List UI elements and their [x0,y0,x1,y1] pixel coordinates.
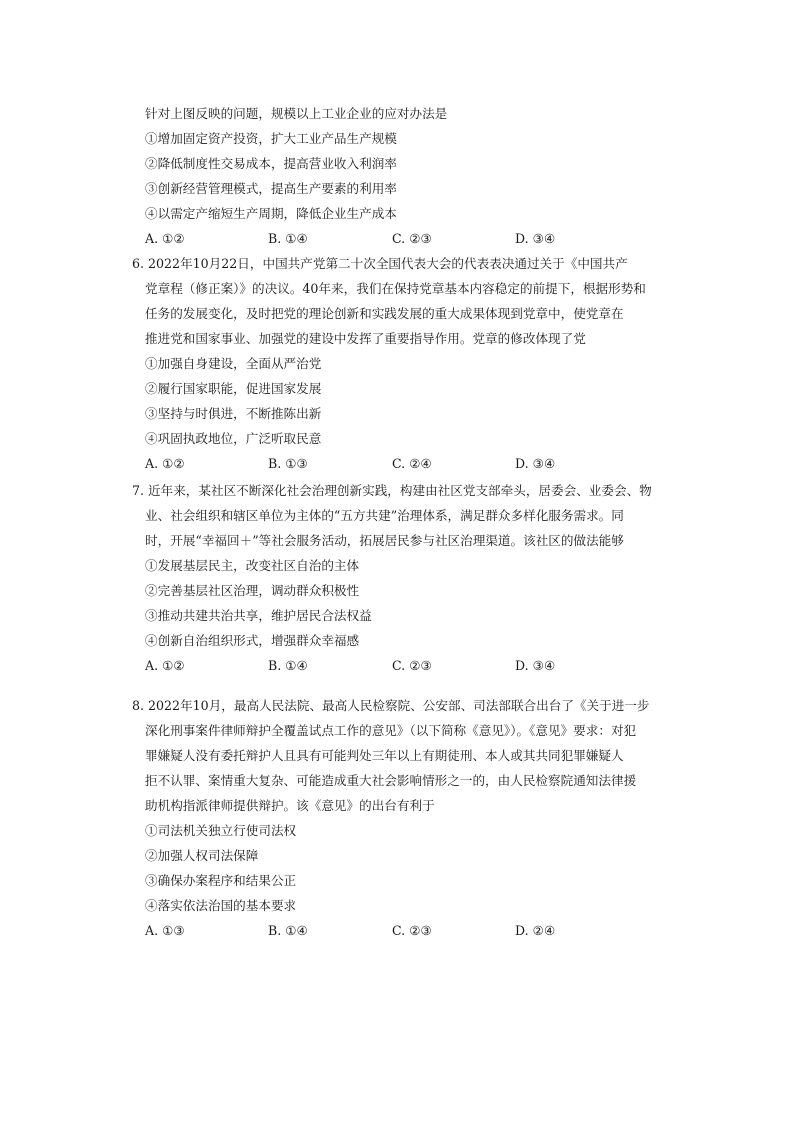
q6-item-3: ③坚持与时俱进，不断推陈出新 [145,406,322,421]
q8-stem-line-5: 助机构指派律师提供辩护。该《意见》的出台有利于 [145,798,435,813]
q7-options [145,657,665,675]
q5-stem: 针对上图反映的问题，规模以上工业企业的应对办法是 [145,106,448,121]
q5-option-c: C. ②③ [392,231,432,246]
q7-stem-line-3: 时，开展“幸福回＋”等社会服务活动，拓展居民参与社区治理渠道。该社区的做法能够 [145,533,624,548]
q7-item-2: ②完善基层社区治理，调动群众积极性 [145,583,360,598]
q6-item-4: ④巩固执政地位，广泛听取民意 [145,431,322,446]
q8-option-c: C. ②③ [392,923,432,938]
q8-item-2: ②加强人权司法保障 [145,848,259,863]
q6-item-1: ①加强自身建设，全面从严治党 [145,356,322,371]
q8-stem-line-4: 拒不认罪、案情重大复杂、可能造成重大社会影响情形之一的，由人民检察院通知法律援 [145,773,637,788]
q5-option-a: A. ①② [145,231,185,246]
q8-option-b: B. ①④ [268,923,308,938]
q8-option-a: A. ①③ [145,923,185,938]
q7-stem-line-1: 7. 近年来，某社区不断深化社会治理创新实践，构建由社区党支部牵头，居委会、业委会、物 [132,483,652,498]
q7-item-4: ④创新自治组织形式，增强群众幸福感 [145,633,360,648]
q6-option-a: A. ①② [145,456,185,471]
q5-item-2: ②降低制度性交易成本，提高营业收入利润率 [145,156,397,171]
q6-item-2: ②履行国家职能，促进国家发展 [145,381,322,396]
q7-option-a: A. ①② [145,658,185,673]
q6-option-c: C. ②④ [392,456,432,471]
q6-stem-line-2: 党章程（修正案）》的决议。40年来，我们在保持党章基本内容稳定的前提下，根据形势和 [145,281,646,296]
q5-option-d: D. ③④ [515,231,556,246]
q8-stem-line-3: 罪嫌疑人没有委托辩护人且具有可能判处三年以上有期徒刑、本人或其共同犯罪嫌疑人 [145,748,624,763]
q5-options [145,230,665,248]
q8-item-1: ①司法机关独立行使司法权 [145,823,297,838]
q8-item-4: ④落实依法治国的基本要求 [145,898,297,913]
q7-item-1: ①发展基层民主，改变社区自治的主体 [145,558,360,573]
q8-options [145,922,665,940]
q6-option-d: D. ③④ [515,456,556,471]
q6-option-b: B. ①③ [268,456,308,471]
q5-item-4: ④以需定产缩短生产周期，降低企业生产成本 [145,206,397,221]
q8-stem-line-2: 深化刑事案件律师辩护全覆盖试点工作的意见》（以下简称《意见》）。《意见》要求：对犯 [145,723,637,738]
q5-option-b: B. ①④ [268,231,308,246]
q7-option-c: C. ②③ [392,658,432,673]
q6-stem-line-1: 6. 2022年10月22日，中国共产党第二十次全国代表大会的代表表决通过关于《中国共产 [132,256,628,271]
q6-stem-line-3: 任务的发展变化，及时把党的理论创新和实践发展的重大成果体现到党章中，使党章在 [145,306,624,321]
q7-option-b: B. ①④ [268,658,308,673]
q5-item-3: ③创新经营管理模式，提高生产要素的利用率 [145,181,397,196]
q7-stem-line-2: 业、社会组织和辖区单位为主体的“五方共建”治理体系，满足群众多样化服务需求。同 [145,508,624,523]
q8-option-d: D. ②④ [515,923,556,938]
q8-item-3: ③确保办案程序和结果公正 [145,873,297,888]
q7-item-3: ③推动共建共治共享，维护居民合法权益 [145,608,372,623]
q8-stem-line-1: 8. 2022年10月，最高人民法院、最高人民检察院、公安部、司法部联合出台了《关于进一步 [132,698,650,713]
q7-option-d: D. ③④ [515,658,556,673]
q6-stem-line-4: 推进党和国家事业、加强党的建设中发挥了重要指导作用。党章的修改体现了党 [145,331,586,346]
q6-options [145,455,665,473]
q5-item-1: ①增加固定资产投资，扩大工业产品生产规模 [145,131,397,146]
